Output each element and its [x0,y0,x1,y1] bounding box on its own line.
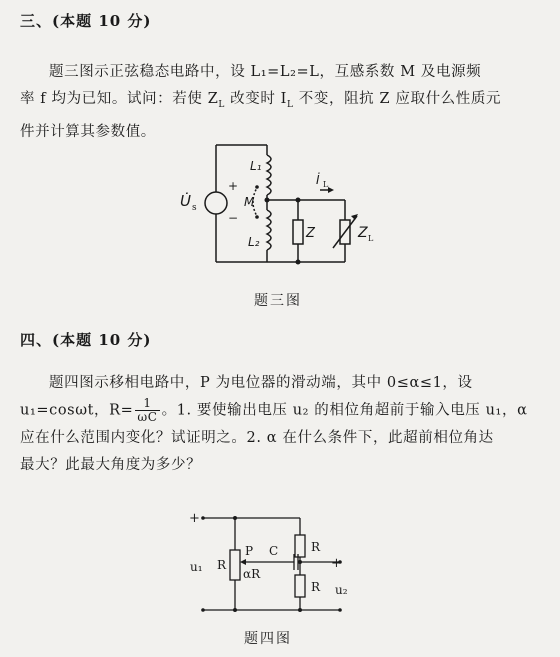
problem4-heading: 四、(本题 10 分) [20,331,152,349]
r-bottom-label: R [311,580,321,594]
p-label: P [245,544,254,558]
zl-sub: L [368,234,374,243]
input-plus: + [189,511,200,526]
problem4-line1: 题四图示移相电路中，P 为电位器的滑动端，其中 0≤α≤1，设 [49,375,473,391]
figure4-caption: 题四图 [244,631,292,647]
p4-l2a: u₁=cosωt，R= [20,402,134,419]
z-label: Z [306,226,315,241]
figure3-caption: 题三图 [254,293,302,309]
problem4-text [20,370,560,479]
r-top-label: R [311,540,321,554]
p3-il-sub: L [287,99,294,110]
minus-sign: − [228,211,239,225]
l1-label: L₁ [250,159,262,173]
u1-label: u₁ [190,560,203,574]
p3-l2b: 改变时 I [224,91,287,107]
p3-zl-sub: L [218,99,225,110]
source-sub: s [192,203,197,213]
m-label: M [244,195,255,209]
source-label: U̇ [180,192,191,210]
zl-label: Z [358,225,368,241]
problem3-line2 [20,86,560,119]
p4-l2b: 。1. 要使输出电压 u₂ 的相位角超前于输入电压 u₁，α [161,402,528,419]
c-label: C [269,544,279,558]
problem3-text [20,59,560,146]
circuit-figure-4 [185,505,360,620]
current-label: İ [316,173,320,187]
problem3-line1: 题三图示正弦稳态电路中，设 L₁=L₂=L，互感系数 M 及电源频 [49,64,482,80]
problem4-line3: 应在什么范围内变化？试证明之。2. α 在什么条件下，此超前相位角达 [20,429,494,446]
plus-sign: + [228,179,239,193]
l2-label: L₂ [248,235,260,249]
circuit-figure-3 [170,140,390,275]
r-left-label: R [217,558,227,572]
u2-label: u₂ [335,583,348,597]
p3-l2c: 不变，阻抗 Z 应取什么性质元 [293,91,502,107]
frac-den: ωC [137,410,158,424]
problem4-line2 [20,397,560,425]
current-sub: L [323,180,329,189]
problem3-line3: 件并计算其参数值。 [20,123,156,140]
output-plus: + [331,556,342,571]
fraction [135,397,159,424]
problem4-line4: 最大？此最大角度为多少？ [20,456,202,473]
alpha-r-label: αR [243,567,261,581]
p3-l2a: 率 f 均为已知。试问：若使 Z [20,91,219,107]
frac-num: 1 [135,397,159,411]
problem3-heading: 三、(本题 10 分) [20,12,152,30]
